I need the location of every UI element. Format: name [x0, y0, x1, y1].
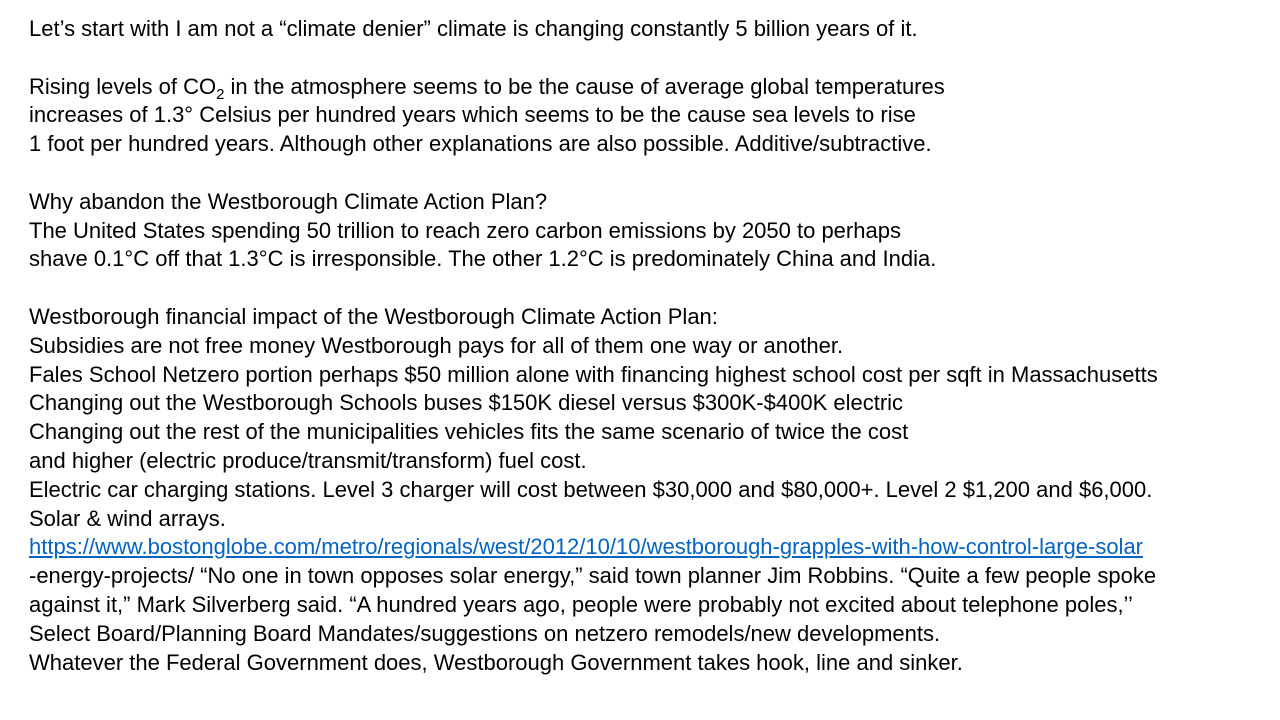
- document-body: [29, 15, 1274, 677]
- boston-globe-link[interactable]: https://www.bostonglobe.com/metro/regionals/west/2012/10/10/westborough-grapples-with-how-control-large-solar: [29, 534, 1144, 560]
- paragraph-spacer: [29, 44, 1274, 73]
- abandon-question: Why abandon the Westborough Climate Action Plan?: [29, 188, 548, 214]
- paragraph-spacer: [29, 159, 1274, 188]
- impact-charging-stations: Electric car charging stations. Level 3 charger will cost between $30,000 and $80,000+. Level 2 $1,200 and $6,000.: [29, 476, 1153, 502]
- solar-quote-1: -energy-projects/ “No one in town opposes solar energy,” said town planner Jim Robbins. “Quite a few people spoke: [29, 563, 1157, 589]
- co2-text-start: Rising levels of CO: [29, 73, 217, 99]
- co2-text-end: in the atmosphere seems to be the cause of average global temperatures: [224, 73, 945, 99]
- co2-line-3: 1 foot per hundred years. Although other explanations are also possible. Additive/subtractive.: [29, 131, 932, 157]
- co2-line-1: [29, 73, 1274, 102]
- boston-globe-line: [29, 533, 1274, 562]
- impact-subsidies: Subsidies are not free money Westborough pays for all of them one way or another.: [29, 332, 844, 358]
- mandates-line: Select Board/Planning Board Mandates/suggestions on netzero remodels/new developments.: [29, 620, 941, 646]
- impact-solar-wind: Solar & wind arrays.: [29, 505, 226, 531]
- impact-heading: Westborough financial impact of the Westborough Climate Action Plan:: [29, 303, 718, 329]
- paragraph-spacer: [29, 274, 1274, 303]
- impact-school-buses: Changing out the Westborough Schools buses $150K diesel versus $300K-$400K electric: [29, 390, 904, 416]
- co2-subscript: 2: [216, 85, 225, 103]
- federal-line: Whatever the Federal Government does, Westborough Government takes hook, line and sinker.: [29, 649, 963, 675]
- abandon-line-3: shave 0.1°C off that 1.3°C is irresponsible. The other 1.2°C is predominately China and India.: [29, 246, 937, 272]
- impact-fales-school: Fales School Netzero portion perhaps $50 million alone with financing highest school cost per sqft in Massachusetts: [29, 361, 1158, 387]
- solar-quote-2: against it,” Mark Silverberg said. “A hundred years ago, people were probably not excited about telephone poles,’’: [29, 591, 1133, 617]
- co2-line-2: increases of 1.3° Celsius per hundred years which seems to be the cause sea levels to rise: [29, 102, 916, 128]
- abandon-line-2: The United States spending 50 trillion to reach zero carbon emissions by 2050 to perhaps: [29, 217, 901, 243]
- intro-line: Let’s start with I am not a “climate denier” climate is changing constantly 5 billion years of it.: [29, 16, 918, 41]
- impact-vehicles-2: and higher (electric produce/transmit/transform) fuel cost.: [29, 447, 587, 473]
- impact-vehicles-1: Changing out the rest of the municipalities vehicles fits the same scenario of twice the cost: [29, 419, 909, 445]
